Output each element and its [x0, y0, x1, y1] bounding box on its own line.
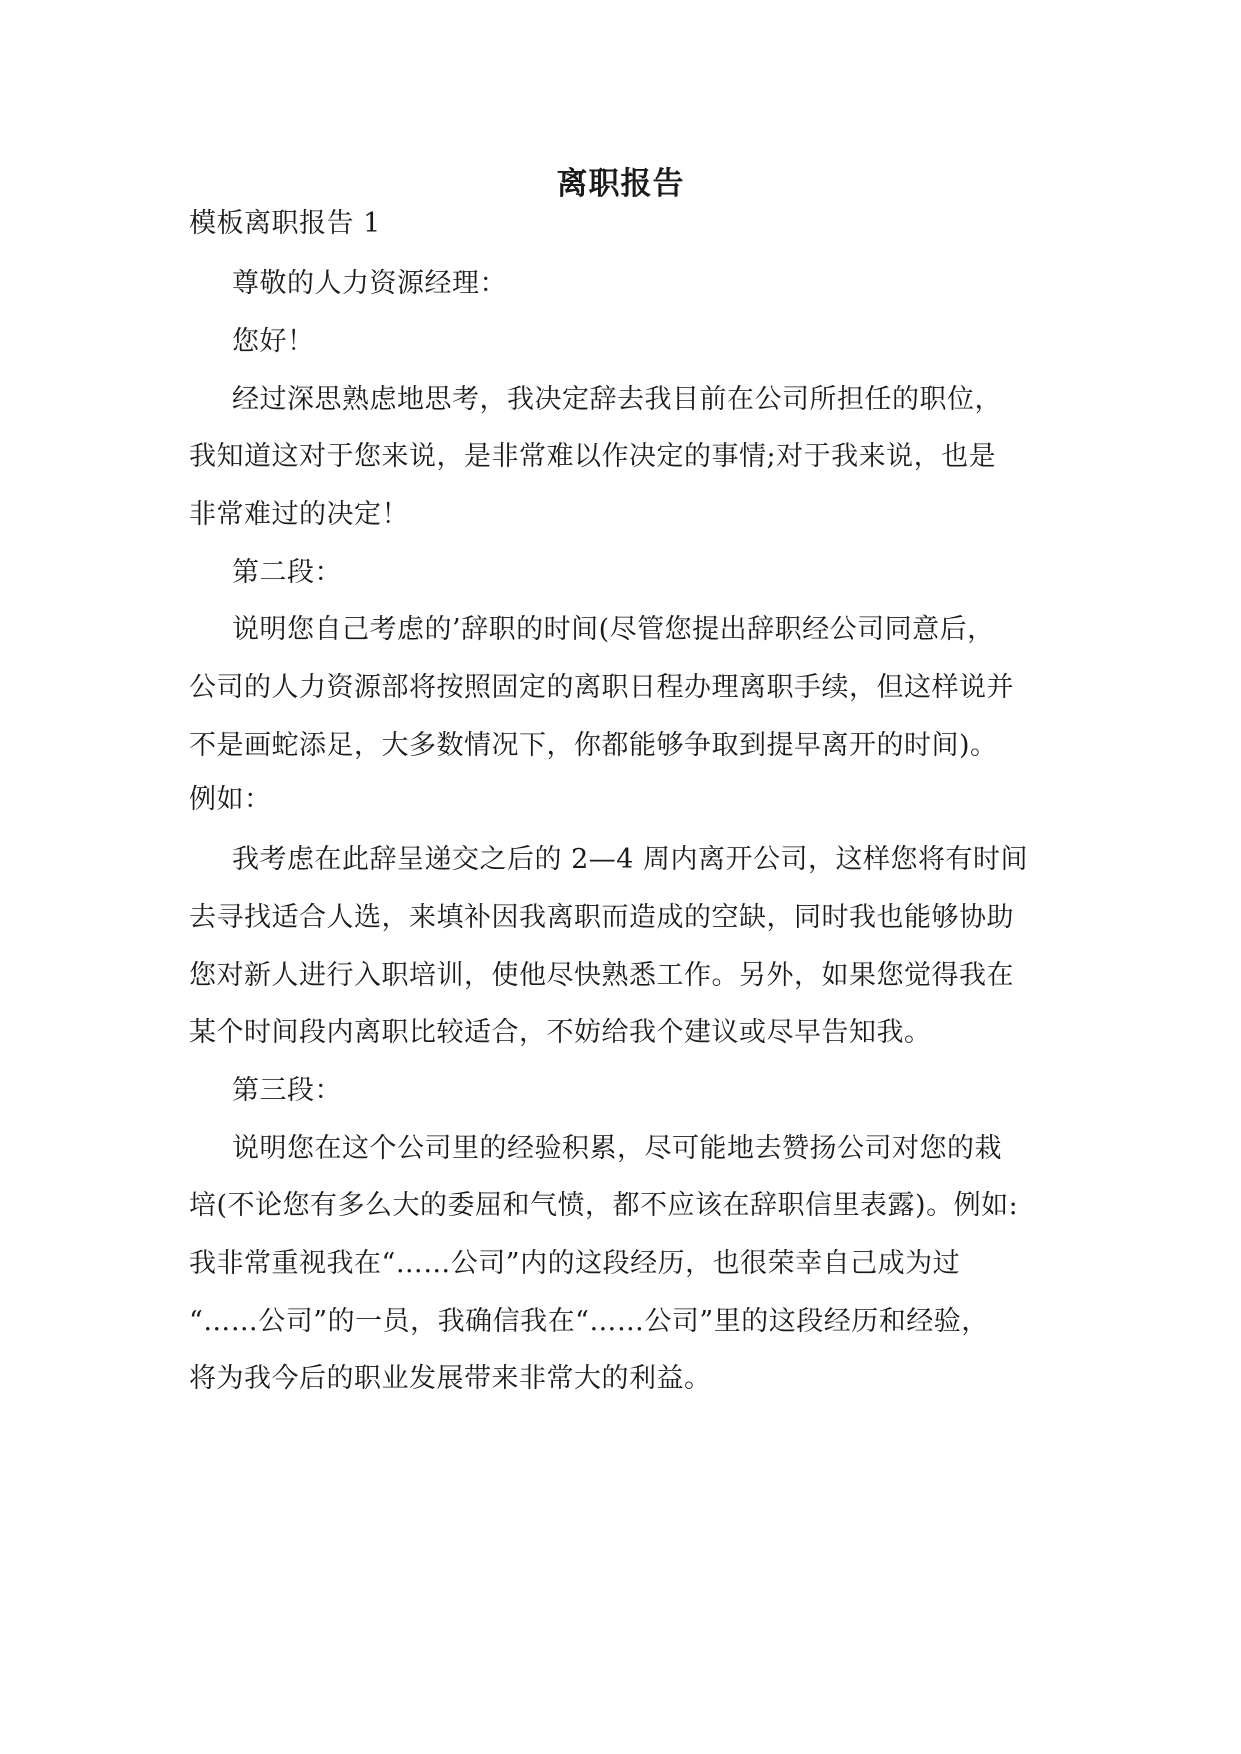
paragraph-line: 例如：: [189, 784, 272, 815]
paragraph-line: 我考虑在此辞呈递交之后的 2—4 周内离开公司，这样您将有时间: [232, 844, 1029, 875]
paragraph-heading: 第二段：: [232, 557, 342, 588]
paragraph-heading: 第三段：: [232, 1075, 342, 1106]
greeting: 您好！: [232, 326, 315, 357]
paragraph-line: 经过深思熟虑地思考，我决定辞去我目前在公司所担任的职位，: [232, 384, 1002, 415]
section-heading: 模板离职报告 1: [189, 208, 381, 239]
paragraph-line: 非常难过的决定！: [189, 499, 409, 530]
paragraph-line: 公司的人力资源部将按照固定的离职日程办理离职手续，但这样说并: [189, 672, 1014, 703]
paragraph-line: 说明您在这个公司里的经验积累，尽可能地去赞扬公司对您的栽: [232, 1133, 1002, 1164]
paragraph-line: 培(不论您有多么大的委屈和气愤，都不应该在辞职信里表露)。例如:: [189, 1190, 1019, 1221]
paragraph-line: 将为我今后的职业发展带来非常大的利益。: [189, 1363, 712, 1394]
salutation: 尊敬的人力资源经理：: [232, 268, 507, 299]
paragraph-line: 我知道这对于您来说，是非常难以作决定的事情;对于我来说，也是: [189, 441, 997, 472]
paragraph-line: 说明您自己考虑的’辞职的时间(尽管您提出辞职经公司同意后，: [232, 614, 995, 645]
paragraph-line: “……公司”的一员，我确信我在“……公司”里的这段经历和经验，: [189, 1306, 989, 1337]
paragraph-line: 您对新人进行入职培训，使他尽快熟悉工作。另外，如果您觉得我在: [189, 960, 1014, 991]
paragraph-line: 不是画蛇添足，大多数情况下，你都能够争取到提早离开的时间)。: [189, 730, 998, 761]
paragraph-line: 某个时间段内离职比较适合，不妨给我个建议或尽早告知我。: [189, 1017, 932, 1048]
document-title: 离职报告: [556, 166, 685, 202]
paragraph-line: 我非常重视我在“……公司”内的这段经历，也很荣幸自己成为过: [189, 1248, 961, 1279]
paragraph-line: 去寻找适合人选，来填补因我离职而造成的空缺，同时我也能够协助: [189, 902, 1014, 933]
